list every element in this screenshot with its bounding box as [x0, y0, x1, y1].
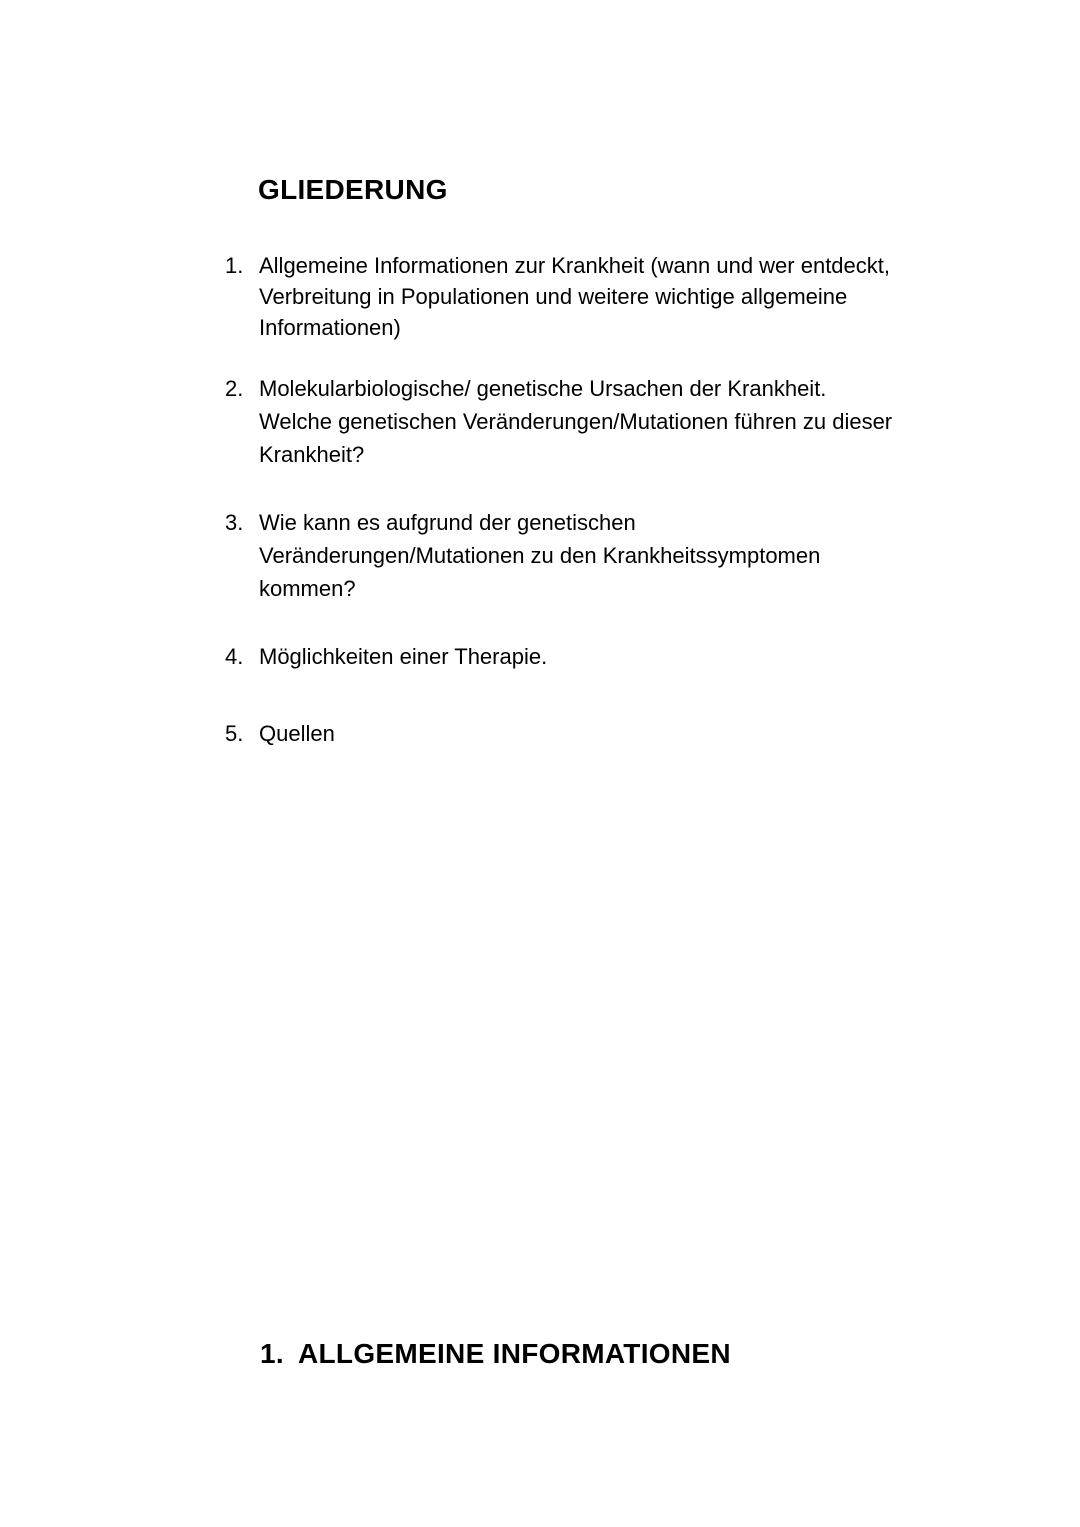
- outline-item-number: 2.: [225, 376, 244, 401]
- outline-item-number: 4.: [225, 644, 244, 669]
- outline-heading: GLIEDERUNG: [258, 174, 448, 205]
- outline-item-text: Molekularbiologische/ genetische Ursachen der Krankheit. Welche genetischen Veränderungen/Mutationen führen zu dieser Krankheit?: [259, 376, 893, 467]
- section-heading: [260, 1336, 731, 1372]
- section-heading-number: 1.: [260, 1338, 284, 1369]
- outline-item-number: 3.: [225, 510, 244, 535]
- outline-item-3: [225, 506, 965, 605]
- outline-item-number: 5.: [225, 721, 244, 746]
- outline-item-number: 1.: [225, 253, 244, 278]
- outline-item-1: [225, 250, 965, 343]
- outline-item-text: Quellen: [259, 721, 335, 746]
- outline-item-text: Wie kann es aufgrund der genetischen Veränderungen/Mutationen zu den Krankheitssymptomen kommen?: [259, 510, 821, 601]
- section-heading-title: ALLGEMEINE INFORMATIONEN: [298, 1338, 731, 1369]
- outline-item-text: Allgemeine Informationen zur Krankheit (wann und wer entdeckt, Verbreitung in Populationen und weitere wichtige allgemeine Informationen): [259, 253, 891, 340]
- outline-item-5: [225, 718, 965, 749]
- outline-item-2: [225, 372, 965, 471]
- outline-item-4: [225, 641, 965, 672]
- outline-item-text: Möglichkeiten einer Therapie.: [259, 644, 548, 669]
